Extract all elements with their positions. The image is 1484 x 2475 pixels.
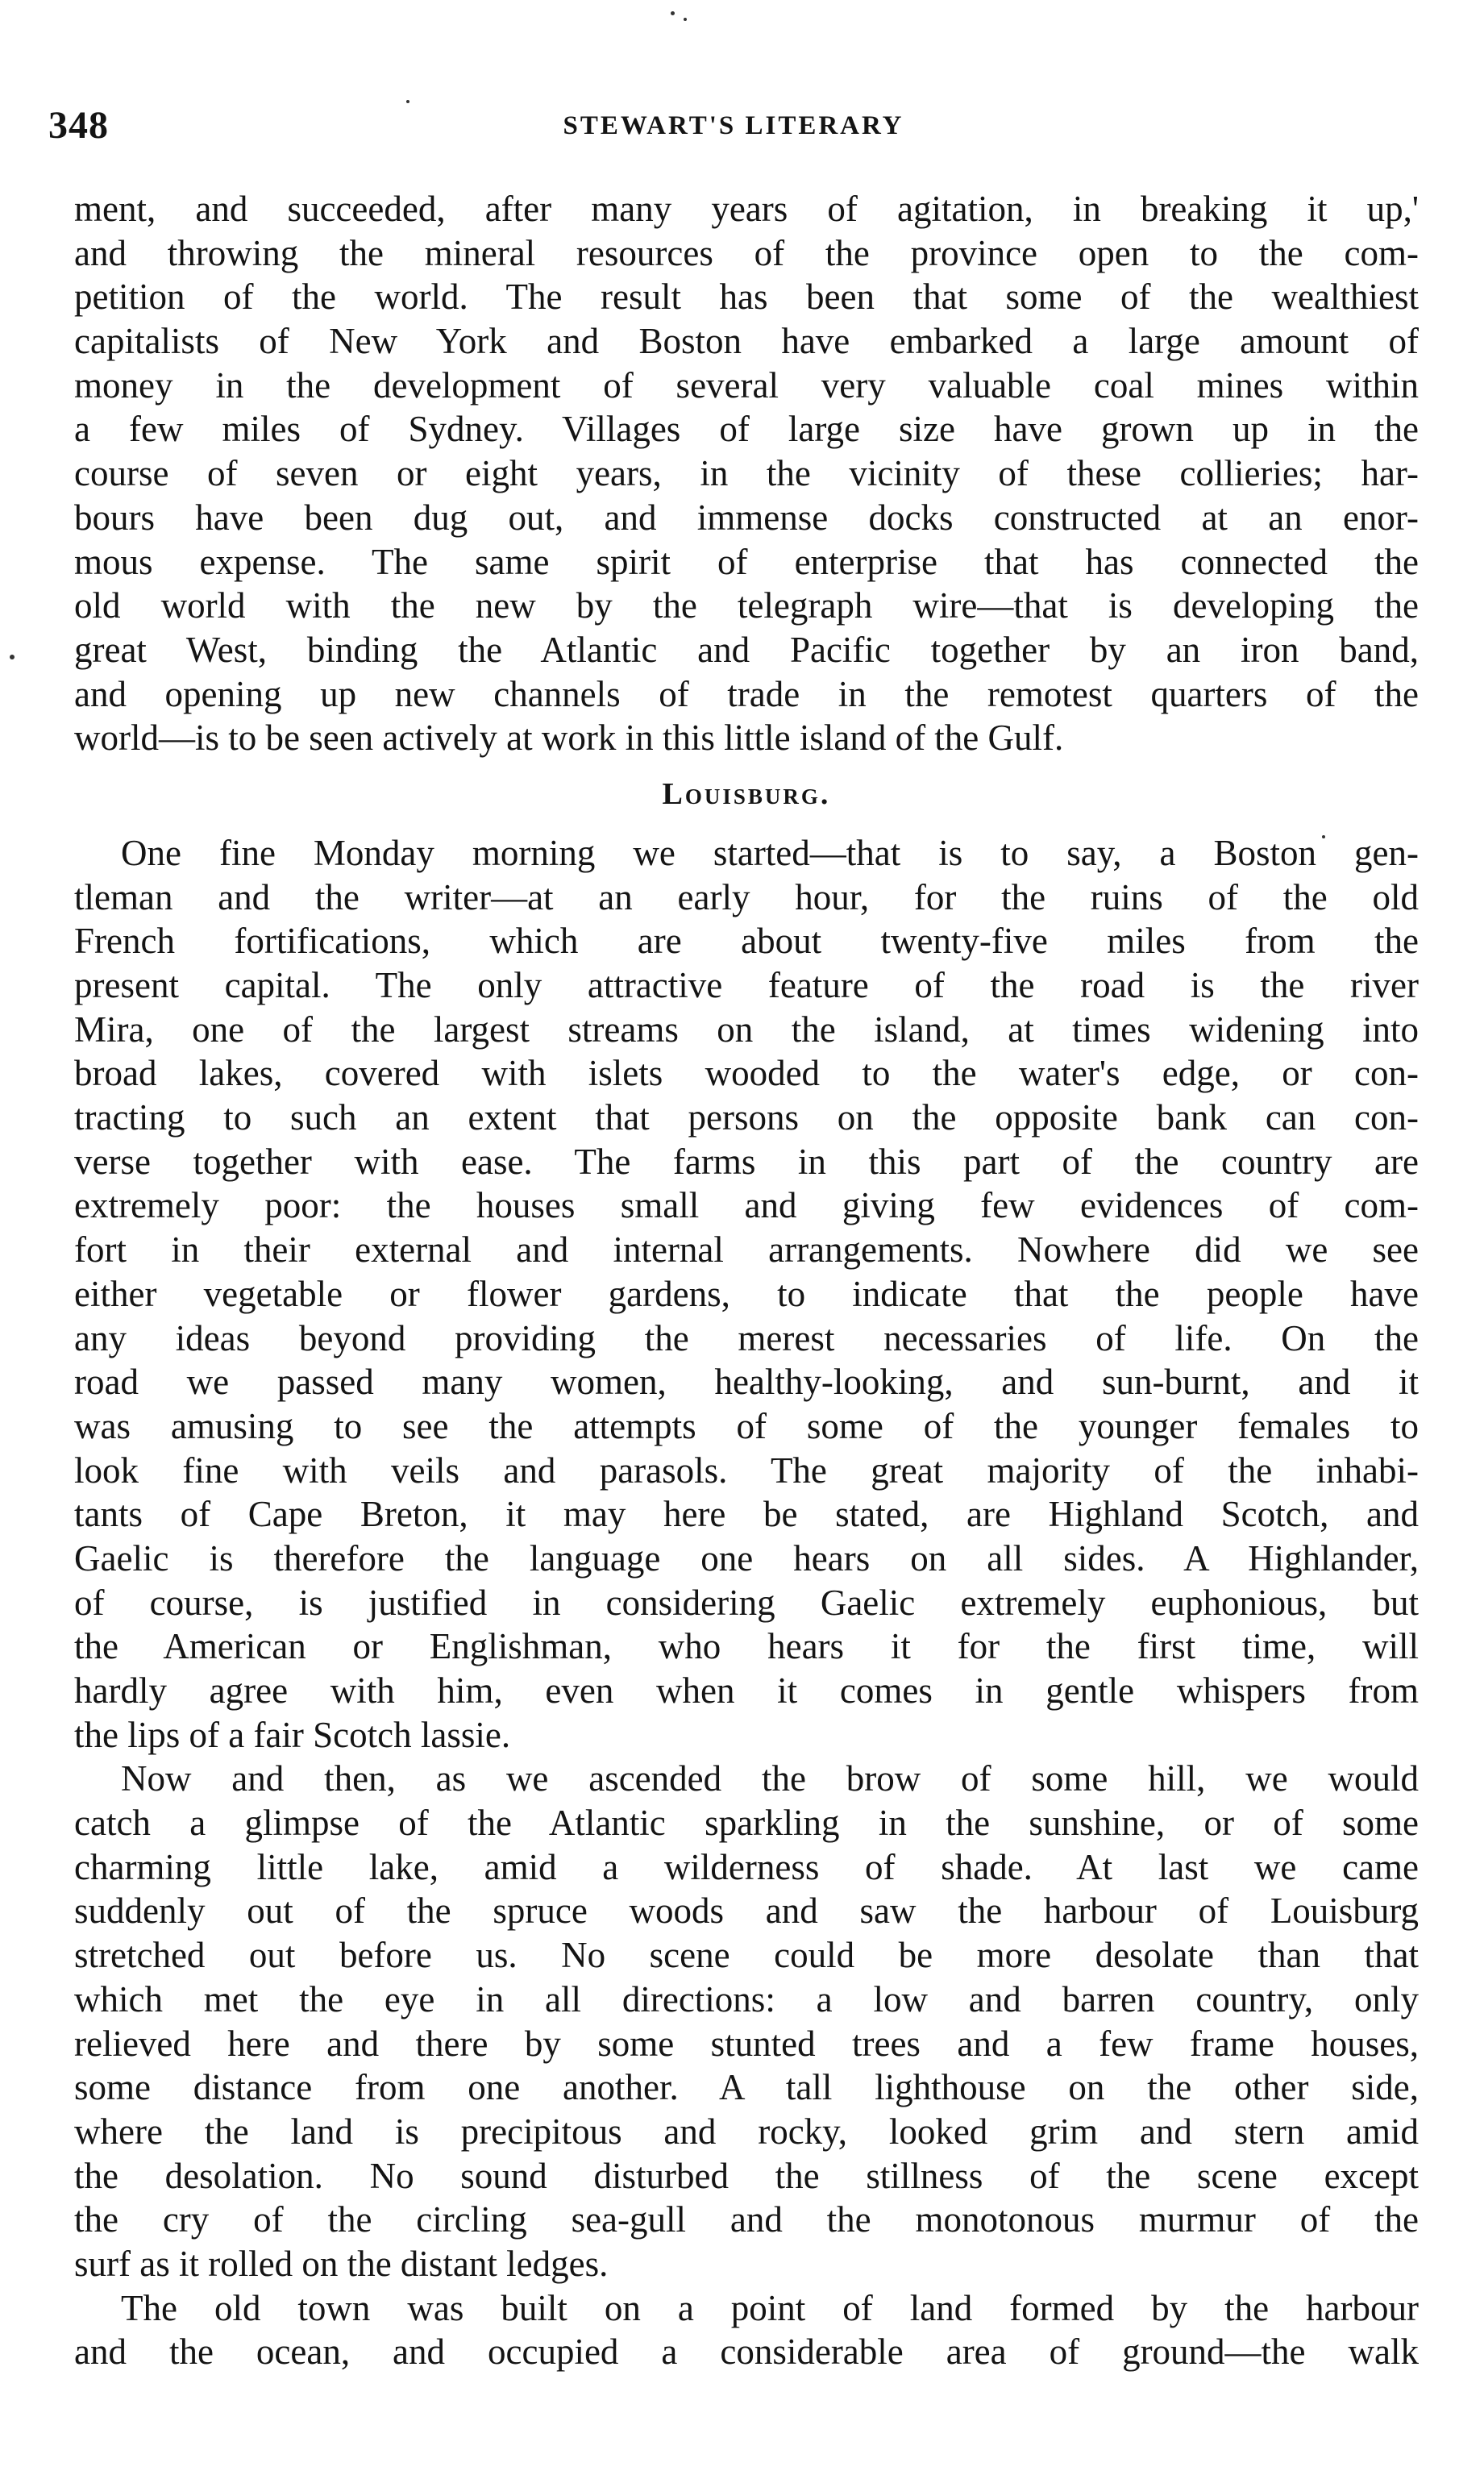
text-line: stretched out before us. No scene could be more desolate than that (74, 1935, 1419, 1976)
section-heading: Louisburg. (662, 776, 831, 811)
text-line: catch a glimpse of the Atlantic sparkling in the sunshine, or of some (74, 1803, 1419, 1844)
text-line: the cry of the circling sea-gull and the monotonous murmur of the (74, 2199, 1419, 2240)
text-line: French fortifications, which are about twenty-five miles from the (74, 921, 1419, 962)
text-line: relieved here and there by some stunted trees and a few frame houses, (74, 2023, 1419, 2064)
paragraph (74, 831, 1419, 1757)
text-line: some distance from one another. A tall lighthouse on the other side, (74, 2067, 1419, 2108)
text-line: look fine with veils and parasols. The great majority of the inhabi- (74, 1450, 1419, 1491)
text-line: hardly agree with him, even when it comes in gentle whispers from (74, 1670, 1419, 1711)
page-number: 348 (48, 104, 109, 147)
text-line: course of seven or eight years, in the vicinity of these collieries; har- (74, 453, 1419, 494)
text-line: the desolation. No sound disturbed the stillness of the scene except (74, 2155, 1419, 2196)
text-line: verse together with ease. The farms in this part of the country are (74, 1141, 1419, 1182)
text-line: and throwing the mineral resources of the province open to the com- (74, 232, 1419, 273)
text-line: money in the development of several very valuable coal mines within (74, 364, 1419, 406)
print-speck (10, 655, 15, 659)
text-line: charming little lake, amid a wilderness of shade. At last we came (74, 1846, 1419, 1887)
paragraph (74, 187, 1419, 760)
text-line: Mira, one of the largest streams on the island, at times widening into (74, 1009, 1419, 1050)
text-line: a few miles of Sydney. Villages of large size have grown up in the (74, 409, 1419, 450)
text-line: the American or Englishman, who hears it for the first time, will (74, 1626, 1419, 1667)
text-line: broad lakes, covered with islets wooded to the water's edge, or con- (74, 1053, 1419, 1094)
text-line: tracting to such an extent that persons on the opposite bank can con- (74, 1097, 1419, 1138)
text-line: road we passed many women, healthy-looking, and sun-burnt, and it (74, 1362, 1419, 1403)
text-line: which met the eye in all directions: a low and barren country, only (74, 1978, 1419, 2020)
text-line: suddenly out of the spruce woods and saw the harbour of Louisburg (74, 1891, 1419, 1932)
text-line: One fine Monday morning we started—that is to say, a Boston gen- (121, 832, 1419, 873)
text-line: and opening up new channels of trade in the remotest quarters of the (74, 673, 1419, 714)
text-line: fort in their external and internal arrangements. Nowhere did we see (74, 1229, 1419, 1271)
running-title: STEWART'S LITERARY (563, 111, 904, 140)
text-line: mous expense. The same spirit of enterprise that has connected the (74, 541, 1419, 582)
text-line: present capital. The only attractive feature of the road is the river (74, 965, 1419, 1005)
text-line: surf as it rolled on the distant ledges. (74, 2243, 609, 2284)
text-line: Gaelic is therefore the language one hears on all sides. A Highlander, (74, 1537, 1419, 1579)
print-speck (684, 18, 687, 21)
text-line: tants of Cape Breton, it may here be stated, are Highland Scotch, and (74, 1494, 1419, 1535)
running-head (48, 103, 1419, 152)
paragraph (74, 1757, 1419, 2286)
body-text (74, 187, 1419, 2374)
text-line: world—is to be seen actively at work in this little island of the Gulf. (74, 718, 1064, 759)
text-line: of course, is justified in considering Gaelic extremely euphonious, but (74, 1582, 1419, 1623)
text-line: petition of the world. The result has been that some of the wealthiest (74, 277, 1419, 318)
text-line: capitalists of New York and Boston have embarked a large amount of (74, 321, 1419, 362)
text-line: was amusing to see the attempts of some of the younger females to (74, 1405, 1419, 1446)
text-line: old world with the new by the telegraph wire—that is developing the (74, 585, 1419, 626)
text-line: Now and then, as we ascended the brow of some hill, we would (121, 1758, 1419, 1799)
text-line: tleman and the writer—at an early hour, for the ruins of the old (74, 876, 1419, 917)
text-line: extremely poor: the houses small and giving few evidences of com- (74, 1185, 1419, 1226)
text-line: any ideas beyond providing the merest necessaries of life. On the (74, 1317, 1419, 1358)
text-line: and the ocean, and occupied a considerable area of ground—the walk (74, 2331, 1419, 2373)
text-line: either vegetable or flower gardens, to indicate that the people have (74, 1273, 1419, 1314)
text-line: The old town was built on a point of land formed by the harbour (121, 2287, 1419, 2328)
text-line: bours have been dug out, and immense docks constructed at an enor- (74, 497, 1419, 538)
paragraph (74, 2286, 1419, 2374)
text-line: ment, and succeeded, after many years of agitation, in breaking it up,' (74, 189, 1419, 229)
text-line: great West, binding the Atlantic and Pacific together by an iron band, (74, 629, 1419, 670)
text-line: where the land is precipitous and rocky, looked grim and stern amid (74, 2111, 1419, 2152)
print-speck (671, 11, 675, 15)
text-line: the lips of a fair Scotch lassie. (74, 1714, 511, 1755)
